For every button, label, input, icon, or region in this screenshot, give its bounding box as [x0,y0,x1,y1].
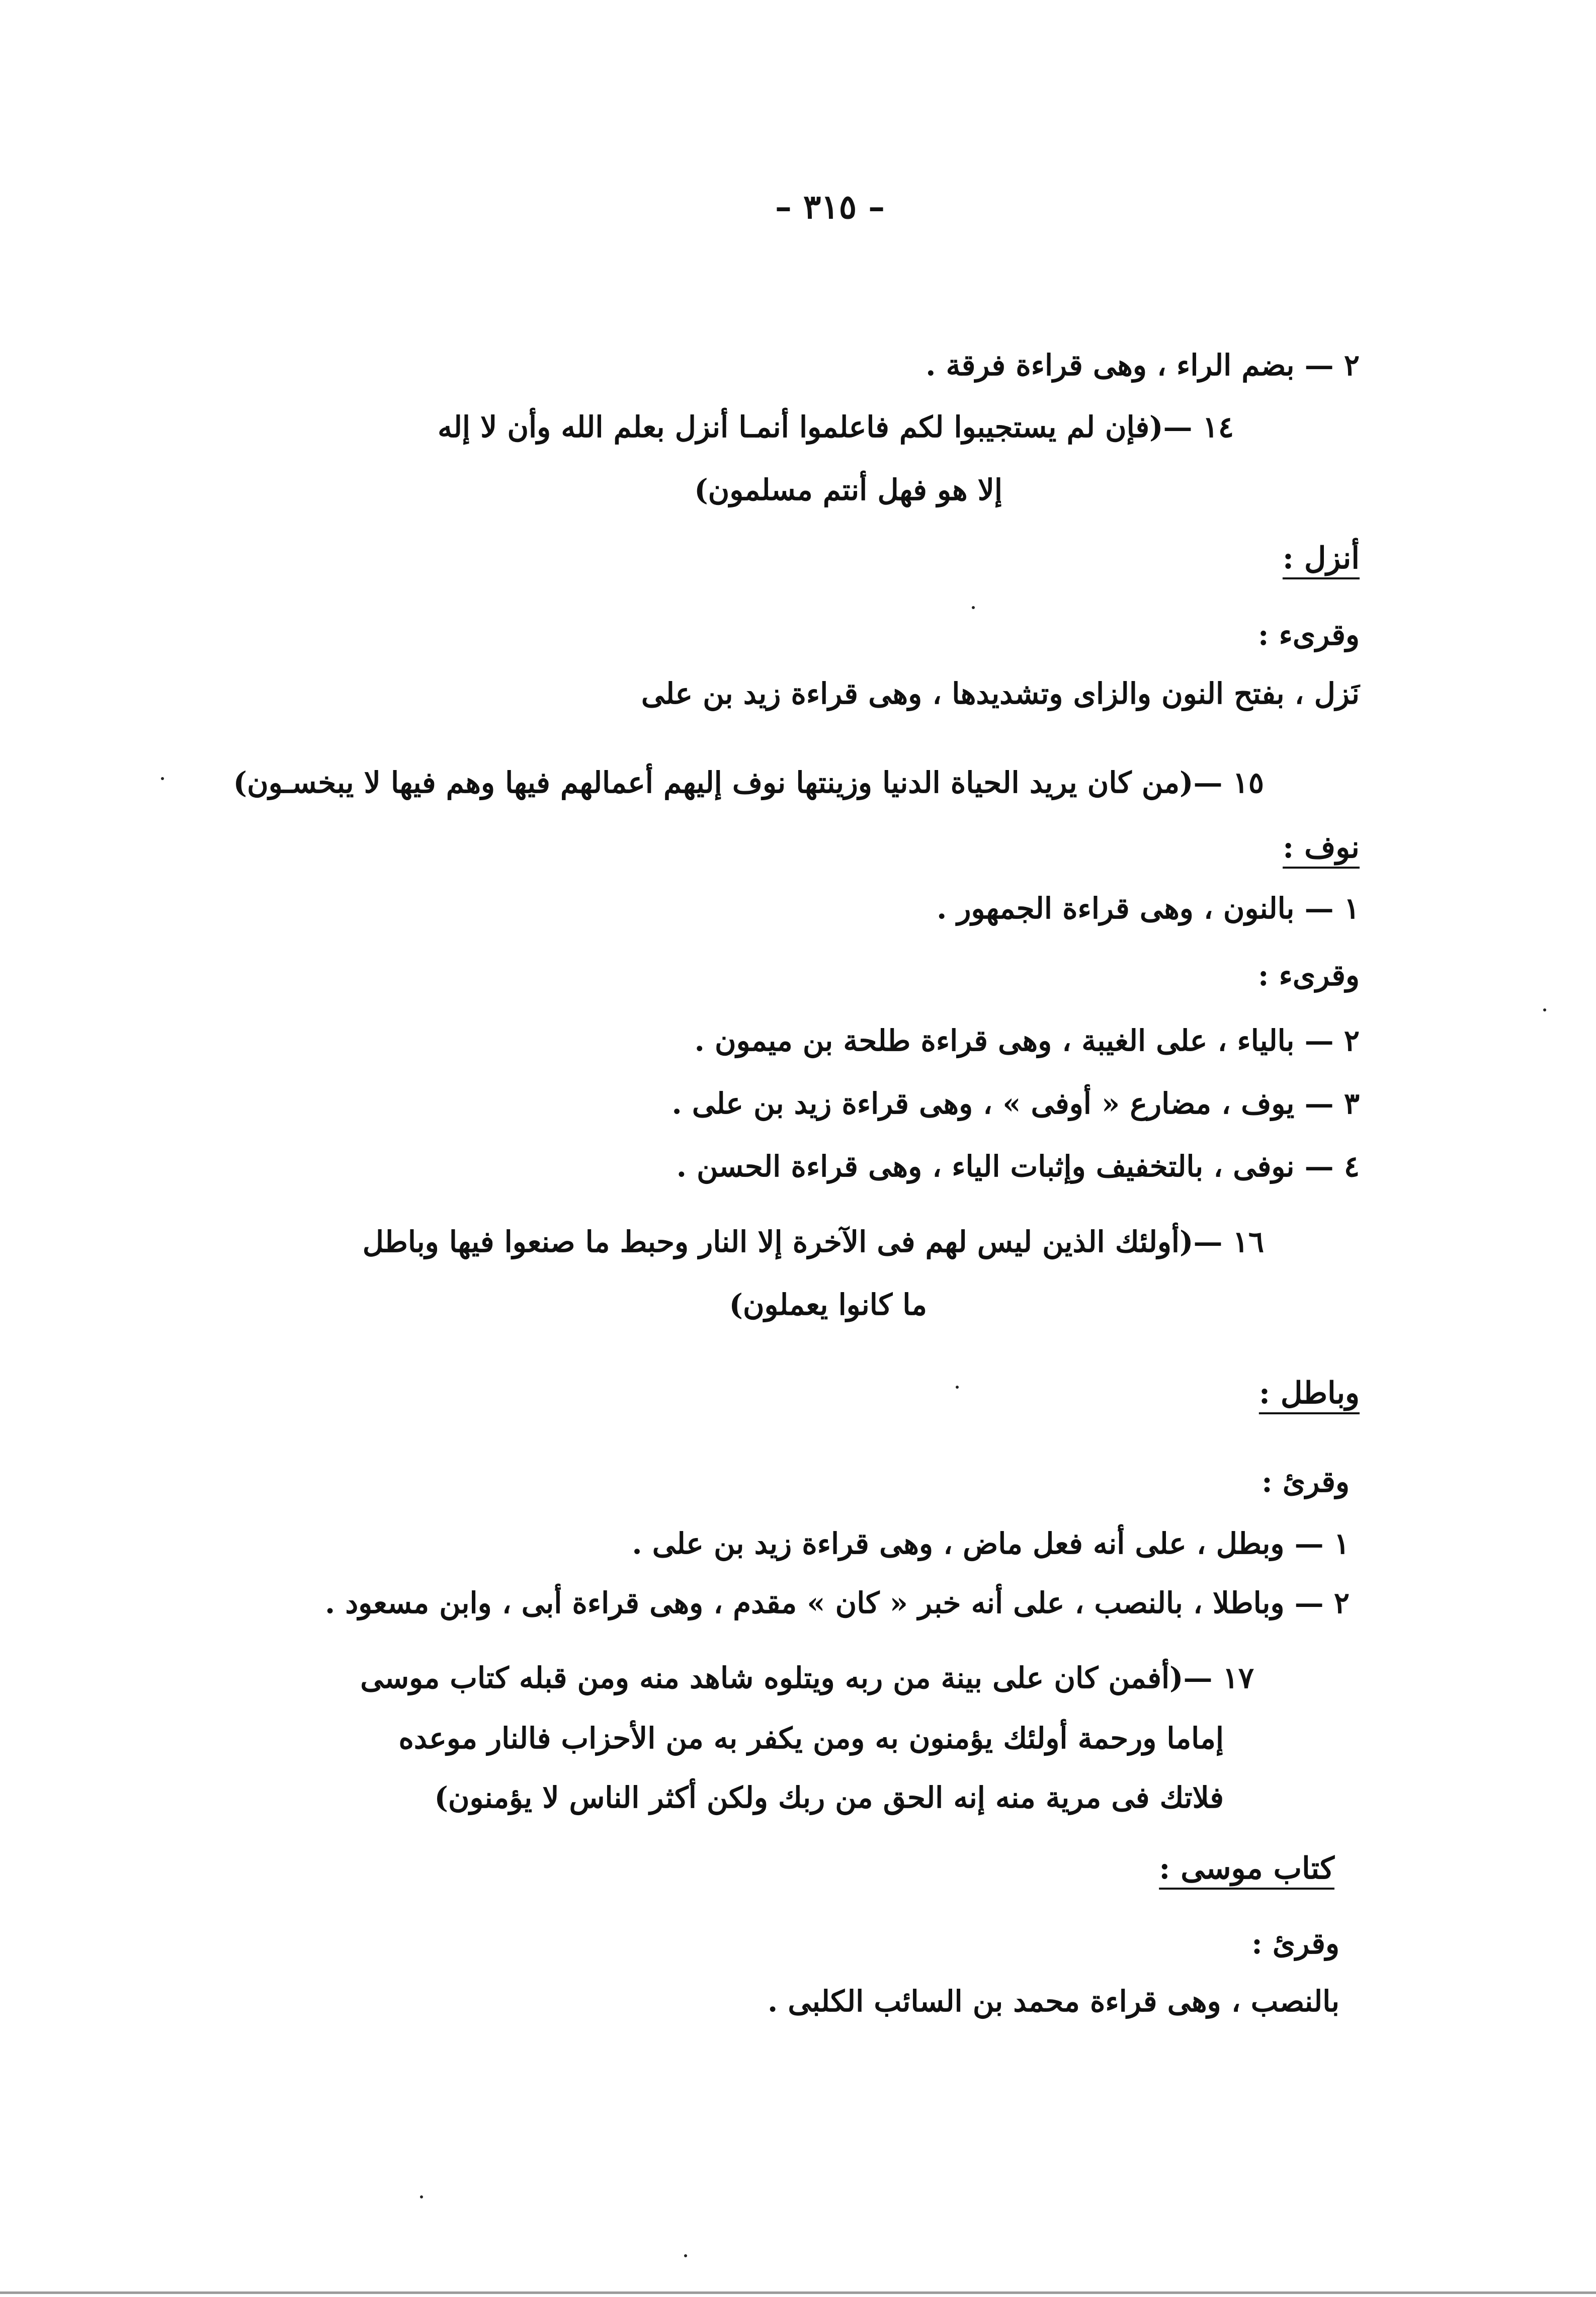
reading-line: ١ — بالنون ، وهى قراءة الجمهور . [937,891,1360,925]
page-number: – ٣١٥ – [775,187,885,226]
word-heading-wabatil: وباطل : [1258,1376,1360,1411]
word-heading-kitab-musa: كتاب موسى : [1159,1851,1334,1886]
scan-speck [1543,1008,1546,1011]
word-heading-anzal: أنزل : [1282,541,1360,576]
scan-speck [956,1386,959,1389]
verse-17-line-2: إماما ورحمة أولئك يؤمنون به ومن يكفر به من الأحزاب فالنار موعده [398,1721,1224,1755]
scan-speck [420,2195,423,2198]
verse-16-line-2: ما كانوا يعملون) [729,1288,927,1322]
page-bottom-edge [0,2291,1596,2294]
variant-reading-label: وقرىء : [1257,958,1360,992]
variant-reading-label: وقرىء : [1257,618,1360,652]
scan-speck [161,777,164,780]
variant-reading-label: وقرئ : [1262,1465,1350,1499]
reading-line: ٣ — يوف ، مضارع « أوفى » ، وهى قراءة زيد بن على . [671,1086,1360,1121]
verse-14-line-2: إلا هو فهل أنتم مسلمون) [694,473,1002,507]
reading-line: بالنصب ، وهى قراءة محمد بن السائب الكلبى . [767,1984,1339,2018]
reading-line: ٤ — نوفى ، بالتخفيف وإثبات الياء ، وهى قراءة الحسن . [676,1149,1360,1183]
reading-line: ٢ — بضم الراء ، وهى قراءة فرقة . [926,348,1360,382]
reading-line: ٢ — وباطلا ، بالنصب ، على أنه خبر « كان » مقدم ، وهى قراءة أبى ، وابن مسعود . [325,1586,1350,1620]
verse-15-line: ١٥ —(من كان يريد الحياة الدنيا وزينتها نوف إليهم أعمالهم فيها وهم فيها لا يبخسـون) [233,765,1264,800]
verse-17-line-3: فلاتك فى مرية منه إنه الحق من ربك ولكن أكثر الناس لا يؤمنون) [434,1780,1224,1815]
verse-17-line-1: ١٧ —(أفمن كان على بينة من ربه ويتلوه شاهد منه ومن قبله كتاب موسى [360,1661,1254,1695]
word-heading-nuwaffi: نوف : [1283,830,1360,865]
scan-speck [684,2254,687,2257]
variant-reading-label: وقرئ : [1251,1926,1339,1961]
verse-16-line-1: ١٦ —(أولئك الذين ليس لهم فى الآخرة إلا النار وحبط ما صنعوا فيها وباطل [362,1225,1264,1259]
verse-14-line-1: ١٤ —(فإن لم يستجيبوا لكم فاعلموا أنمـا أنزل بعلم الله وأن لا إله [438,410,1234,444]
scan-speck [972,606,975,609]
reading-line: نَزل ، بفتح النون والزاى وتشديدها ، وهى قراءة زيد بن على [641,676,1360,711]
reading-line: ١ — وبطل ، على أنه فعل ماض ، وهى قراءة زيد بن على . [632,1526,1350,1561]
reading-line: ٢ — بالياء ، على الغيبة ، وهى قراءة طلحة بن ميمون . [694,1024,1360,1058]
